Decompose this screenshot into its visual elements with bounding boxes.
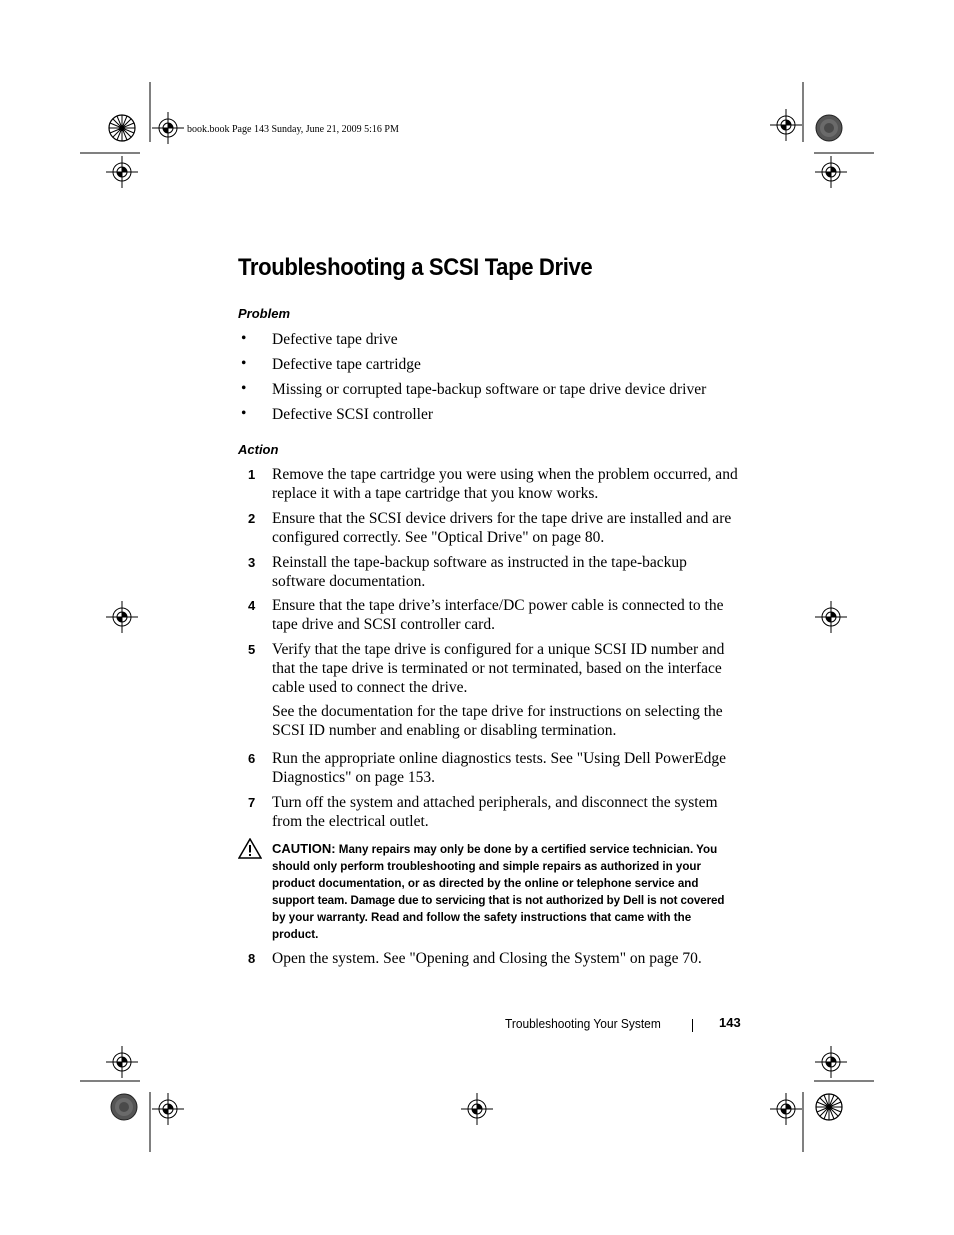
step-line: cable used to connect the drive.: [272, 679, 468, 696]
note-line: See the documentation for the tape drive for instructions on selecting the: [272, 703, 723, 720]
step-text: [272, 596, 742, 634]
step-text: [272, 749, 742, 787]
caution-line: by your warranty. Read and follow the safety instructions that came with the: [272, 911, 692, 924]
step-number: 3: [248, 555, 256, 570]
page-title: Troubleshooting a SCSI Tape Drive: [238, 254, 593, 281]
step-number: 4: [248, 598, 256, 613]
step-line: Ensure that the SCSI device drivers for the tape drive are installed and are: [272, 510, 732, 527]
step-line: Remove the tape cartridge you were using when the problem occurred, and: [272, 466, 738, 483]
caution-line: support team. Damage due to servicing that is not authorized by Dell is not covered: [272, 894, 725, 907]
bullet-marker: •: [241, 380, 247, 397]
problem-item: Missing or corrupted tape-backup software or tape drive device driver: [272, 381, 707, 398]
step-line: from the electrical outlet.: [272, 813, 429, 830]
problem-item: Defective tape cartridge: [272, 356, 421, 373]
step-line: Turn off the system and attached peripherals, and disconnect the system: [272, 794, 718, 811]
step-number: 8: [248, 951, 256, 966]
problem-item: Defective tape drive: [272, 331, 398, 348]
step-number: 1: [248, 467, 256, 482]
caution-warning-icon: [238, 838, 262, 859]
step-text: [272, 949, 742, 968]
action-heading: Action: [238, 442, 279, 457]
problem-item: Defective SCSI controller: [272, 406, 433, 423]
note-line: SCSI ID number and enabling or disabling termination.: [272, 722, 617, 739]
step-line: Run the appropriate online diagnostics tests. See "Using Dell PowerEdge: [272, 750, 727, 767]
caution-line-text: Many repairs may only be done by a certified service technician. You: [338, 843, 718, 856]
step-number: 5: [248, 642, 256, 657]
step-line: Verify that the tape drive is configured for a unique SCSI ID number and: [272, 641, 725, 658]
step-line: replace it with a tape cartridge that you know works.: [272, 485, 599, 502]
step-line: Reinstall the tape-backup software as instructed in the tape-backup: [272, 554, 687, 571]
step-number: 7: [248, 795, 256, 810]
step-line: Ensure that the tape drive’s interface/DC power cable is connected to the: [272, 597, 724, 614]
step-text: [272, 640, 742, 697]
footer-divider: [692, 1019, 693, 1032]
step-5-note: [272, 702, 742, 740]
step-line: Diagnostics" on page 153.: [272, 769, 436, 786]
bullet-marker: •: [241, 355, 247, 372]
bullet-marker: •: [241, 330, 247, 347]
problem-heading: Problem: [238, 306, 291, 321]
caution-line: should only perform troubleshooting and simple repairs as authorized in your: [272, 860, 702, 873]
caution-line: product documentation, or as directed by the online or telephone service and: [272, 877, 699, 890]
page-number: 143: [719, 1015, 741, 1030]
step-line: that the tape drive is terminated or not terminated, based on the interface: [272, 660, 722, 677]
step-line: software documentation.: [272, 573, 426, 590]
caution-label: CAUTION:: [272, 841, 336, 856]
step-number: 2: [248, 511, 256, 526]
footer-section-title: Troubleshooting Your System: [505, 1016, 661, 1031]
caution-line: [272, 840, 742, 858]
caution-line: product.: [272, 928, 319, 941]
caution-note: [272, 840, 742, 943]
step-text: [272, 509, 742, 547]
step-number: 6: [248, 751, 256, 766]
step-text: [272, 793, 742, 831]
step-text: [272, 553, 742, 591]
step-line: tape drive and SCSI controller card.: [272, 616, 495, 633]
bullet-marker: •: [241, 405, 247, 422]
step-line: configured correctly. See "Optical Drive" on page 80.: [272, 529, 605, 546]
step-line: Open the system. See "Opening and Closing the System" on page 70.: [272, 950, 702, 967]
print-header-stamp: book.book Page 143 Sunday, June 21, 2009 5:16 PM: [187, 124, 399, 135]
step-text: [272, 465, 742, 503]
